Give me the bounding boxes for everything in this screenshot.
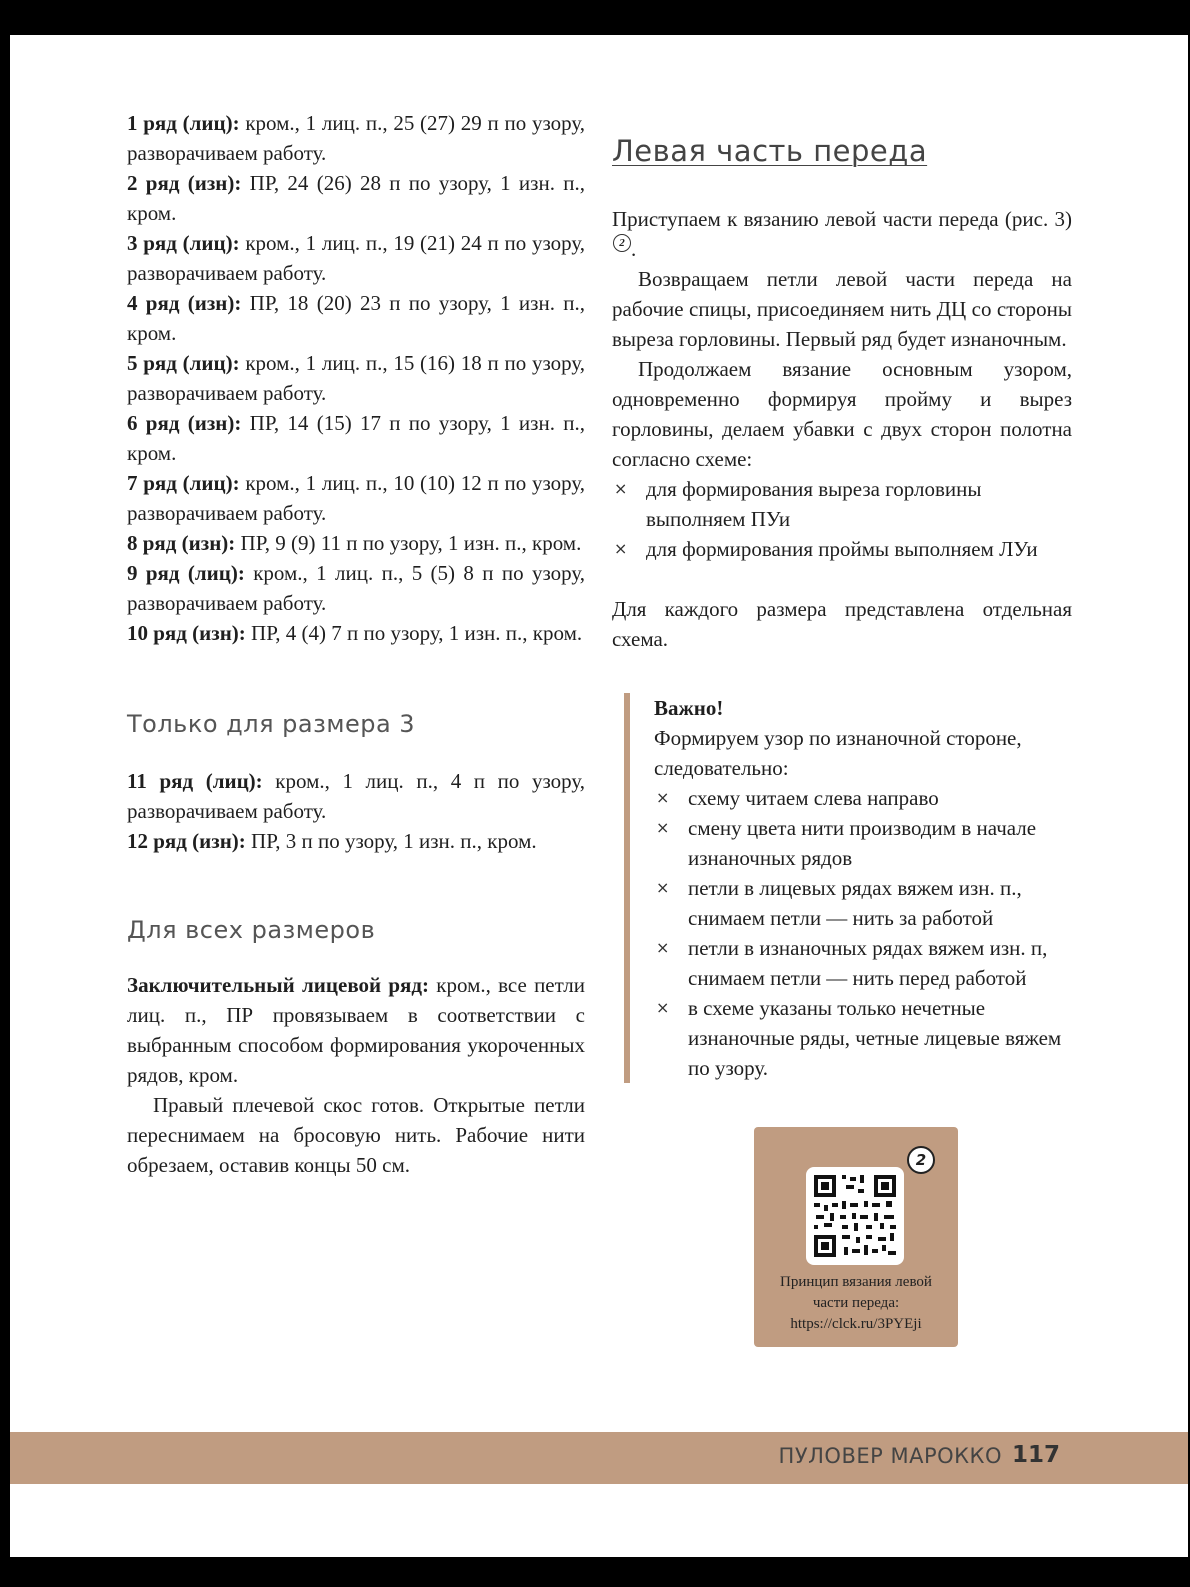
paragraph-1: Возвращаем петли левой части переда на рабочие спицы, присоединяем нить ДЦ со стороны выреза горловины. Первый ряд будет изнаночным.: [612, 267, 1072, 351]
right-column: [612, 100, 1072, 654]
row-instructions: [127, 108, 585, 648]
intro-text: Приступаем к вязанию левой части переда (рис. 3): [612, 207, 1072, 231]
size3-heading: Только для размера 3: [127, 710, 416, 738]
closing-paragraph: Правый плечевой скос готов. Открытые петли переснимаем на бросовую нить. Рабочие нити обрезаем, оставив концы 50 см.: [127, 1093, 585, 1177]
list-item-text: петли в изнаночных рядах вяжем изн. п, снимаем петли — нить перед работой: [688, 936, 1048, 990]
row-label: 12 ряд (изн):: [127, 829, 246, 853]
list-item: [612, 534, 1072, 564]
row-label: 8 ряд (изн):: [127, 531, 236, 555]
list-item-text: для формирования выреза горловины выполняем ПУи: [646, 477, 982, 531]
qr-caption-line2: части переда:: [812, 1295, 900, 1311]
intro-end: .: [631, 237, 637, 261]
row-label: 6 ряд (изн):: [127, 411, 242, 435]
row-text: ПР, 3 п по узору, 1 изн. п., кром.: [245, 829, 537, 853]
row-instruction: [127, 108, 585, 168]
row-label: 2 ряд (изн):: [127, 171, 242, 195]
row-instruction: [127, 348, 585, 408]
size3-instructions: [127, 766, 585, 856]
final-row-label: Заключительный лицевой ряд:: [127, 973, 430, 997]
page-number: 117: [1011, 1442, 1060, 1468]
list-item: [654, 993, 1084, 1083]
bullet-x-icon: ×: [656, 938, 670, 957]
note-title: Важно!: [654, 696, 724, 720]
row-text: ПР, 24 (26) 28 п по узору, 1 изн. п., кром.: [127, 171, 585, 225]
list-item-text: в схеме указаны только нечетные изнаночные ряды, четные лицевые вяжем по узору.: [688, 996, 1062, 1080]
list-item: [612, 474, 1072, 534]
row-label: 9 ряд (лиц):: [127, 561, 245, 585]
row-text: кром., 1 лиц. п., 15 (16) 18 п по узору, разворачиваем работу.: [127, 351, 586, 405]
intro-paragraph: [612, 204, 1072, 264]
list-item-text: для формирования проймы выполняем ЛУи: [646, 537, 1038, 561]
note-list: [654, 783, 1084, 1083]
final-row: [127, 970, 585, 1090]
qr-caption-line1: Принцип вязания левой: [780, 1274, 932, 1290]
bullet-x-icon: ×: [656, 878, 670, 897]
paragraph-2: Продолжаем вязание основным узором, одновременно формируя пройму и вырез горловины, делаем убавки с двух сторон полотна согласно схеме:: [612, 357, 1072, 471]
list-item: [654, 783, 1084, 813]
row-label: 10 ряд (изн):: [127, 621, 246, 645]
row-label: 5 ряд (лиц):: [127, 351, 240, 375]
row-label: 4 ряд (изн):: [127, 291, 242, 315]
row-instruction: [127, 558, 585, 618]
row-label: 7 ряд (лиц):: [127, 471, 240, 495]
row-text: кром., 1 лиц. п., 5 (5) 8 п по узору, разворачиваем работу.: [127, 561, 586, 615]
row-text: ПР, 18 (20) 23 п по узору, 1 изн. п., кром.: [127, 291, 585, 345]
row-text: ПР, 14 (15) 17 п по узору, 1 изн. п., кром.: [127, 411, 585, 465]
row-instruction: [127, 288, 585, 348]
row-instruction: [127, 826, 585, 856]
row-label: 11 ряд (лиц):: [127, 769, 263, 793]
row-instruction: [127, 618, 585, 648]
list-item: [654, 813, 1084, 873]
list-item: [654, 933, 1084, 993]
row-instruction: [127, 228, 585, 288]
decrease-list: [612, 474, 1072, 564]
list-item-text: смену цвета нити производим в начале изнаночных рядов: [688, 816, 1037, 870]
row-instruction: [127, 468, 585, 528]
bullet-x-icon: ×: [656, 818, 670, 837]
row-text: кром., 1 лиц. п., 25 (27) 29 п по узору, разворачиваем работу.: [127, 111, 586, 165]
row-instruction: [127, 408, 585, 468]
row-text: ПР, 9 (9) 11 п по узору, 1 изн. п., кром.: [235, 531, 582, 555]
row-text: кром., 1 лиц. п., 4 п по узору, разворачиваем работу.: [127, 769, 586, 823]
qr-code[interactable]: [806, 1167, 904, 1265]
row-instruction: [127, 528, 585, 558]
qr-caption: [754, 1272, 958, 1335]
row-instruction: [127, 766, 585, 826]
qr-number-badge: 2: [907, 1146, 935, 1174]
bullet-x-icon: ×: [614, 539, 628, 558]
row-label: 3 ряд (лиц):: [127, 231, 240, 255]
row-text: ПР, 4 (4) 7 п по узору, 1 изн. п., кром.: [245, 621, 583, 645]
list-item: [654, 873, 1084, 933]
qr-link[interactable]: https://clck.ru/3PYEji: [790, 1316, 922, 1332]
important-note: [624, 693, 1084, 1083]
all-sizes-heading: Для всех размеров: [127, 916, 376, 944]
left-column: [127, 108, 585, 1180]
figure-ref-icon: 2: [613, 234, 631, 252]
section-heading: Левая часть переда: [612, 134, 928, 168]
row-text: кром., 1 лиц. п., 19 (21) 24 п по узору, разворачиваем работу.: [127, 231, 586, 285]
list-item-text: схему читаем слева направо: [688, 786, 939, 810]
bullet-x-icon: ×: [656, 788, 670, 807]
footer-title: ПУЛОВЕР МАРОККО: [778, 1444, 1002, 1468]
footer-bar: [10, 1432, 1188, 1484]
final-row-text: кром., все петли лиц. п., ПР провязываем в соответствии с выбранным способом формирования укороченных рядов, кром.: [127, 973, 585, 1087]
note-text: Формируем узор по изнаночной стороне, следовательно:: [654, 726, 1022, 780]
bullet-x-icon: ×: [614, 479, 628, 498]
row-text: кром., 1 лиц. п., 10 (10) 12 п по узору, разворачиваем работу.: [127, 471, 586, 525]
paragraph-3: Для каждого размера представлена отдельная схема.: [612, 597, 1072, 651]
bullet-x-icon: ×: [656, 998, 670, 1017]
row-instruction: [127, 168, 585, 228]
qr-code-icon: [806, 1167, 904, 1265]
qr-card: [754, 1127, 958, 1347]
list-item-text: петли в лицевых рядах вяжем изн. п., снимаем петли — нить за работой: [688, 876, 1022, 930]
row-label: 1 ряд (лиц):: [127, 111, 240, 135]
